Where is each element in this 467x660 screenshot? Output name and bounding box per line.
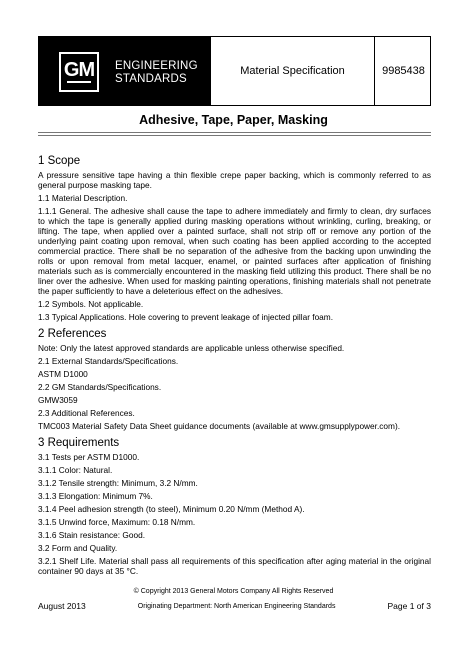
section bbox=[38, 155, 431, 322]
brand-text bbox=[115, 60, 198, 86]
footer-page: Page 1 of 3 bbox=[387, 601, 431, 611]
header-box bbox=[38, 36, 431, 106]
paragraph: 1.1 Material Description. bbox=[38, 193, 128, 203]
paragraph: 3.2 Form and Quality. bbox=[38, 543, 118, 553]
section-heading: 3 Requirements bbox=[38, 437, 120, 449]
paragraph: 3.1 Tests per ASTM D1000. bbox=[38, 452, 140, 462]
document-body bbox=[38, 155, 431, 582]
paragraph: 1.2 Symbols. Not applicable. bbox=[38, 299, 144, 309]
paragraph: 3.1.4 Peel adhesion strength (to steel), Minimum 0.20 N/mm (Method A). bbox=[38, 504, 305, 514]
section bbox=[38, 328, 431, 431]
spec-label-cell bbox=[211, 37, 375, 105]
paragraph: 2.3 Additional References. bbox=[38, 408, 135, 418]
brand-line-1: ENGINEERING bbox=[115, 60, 198, 72]
footer-row bbox=[38, 601, 431, 611]
footer-copyright: © Copyright 2013 General Motors Company All Rights Reserved bbox=[133, 588, 334, 595]
paragraph: A pressure sensitive tape having a thin flexible crepe paper backing, which is commonly referred to as general purpose masking tape. bbox=[38, 170, 431, 190]
paragraph: 1.3 Typical Applications. Hole covering to prevent leakage of injected pillar foam. bbox=[38, 312, 334, 322]
paragraph: 3.2.1 Shelf Life. Material shall pass all requirements of this specification after aging material in the original container 90 days at 35 °C. bbox=[38, 556, 431, 576]
section-heading: 2 References bbox=[38, 328, 107, 340]
paragraph: ASTM D1000 bbox=[38, 369, 88, 379]
footer-department: Originating Department: North American Engineering Standards bbox=[137, 602, 336, 610]
paragraph: 3.1.5 Unwind force, Maximum: 0.18 N/mm. bbox=[38, 517, 196, 527]
section-heading: 1 Scope bbox=[38, 155, 81, 167]
paragraph: 3.1.3 Elongation: Minimum 7%. bbox=[38, 491, 153, 501]
section bbox=[38, 437, 431, 576]
paragraph: GMW3059 bbox=[38, 395, 78, 405]
title-rule-top bbox=[38, 132, 431, 133]
paragraph: 3.1.2 Tensile strength: Minimum, 3.2 N/mm. bbox=[38, 478, 198, 488]
title-rule-bottom bbox=[38, 135, 431, 136]
paragraph: 2.1 External Standards/Specifications. bbox=[38, 356, 179, 366]
brand-block bbox=[39, 37, 211, 105]
brand-line-2: STANDARDS bbox=[115, 73, 187, 85]
paragraph: 3.1.1 Color: Natural. bbox=[38, 465, 113, 475]
paragraph: Note: Only the latest approved standards are applicable unless otherwise specified. bbox=[38, 343, 345, 353]
spec-number: 9985438 bbox=[382, 65, 425, 77]
spec-label: Material Specification bbox=[240, 65, 345, 77]
paragraph: 2.2 GM Standards/Specifications. bbox=[38, 382, 162, 392]
paragraph: TMC003 Material Safety Data Sheet guidance documents (available at www.gmsupplypower.com). bbox=[38, 421, 401, 431]
paragraph: 3.1.6 Stain resistance: Good. bbox=[38, 530, 146, 540]
gm-logo-icon bbox=[59, 52, 99, 92]
document-title: Adhesive, Tape, Paper, Masking bbox=[139, 113, 328, 127]
spec-number-cell bbox=[375, 37, 432, 105]
paragraph: 1.1.1 General. The adhesive shall cause the tape to adhere immediately and firmly to clean, dry surfaces to which the tape is generally applied during masking operations without wrinkling, curling, breaking, or lifting. The tape, when applied over a painted surface, shall not strip off or remove any portion of the underlying paint coating upon removal, when such coating has been applied according to the accepted commercial practice. There shall be no separation of the adhesive from the backing upon unwinding the rolls or upon removal from metal lacquer, enamel, or painted surfaces after application of finishing materials such as is commercially encountered in the masking field utilizing this product. There shall be no liner over the adhesive. When used for masking painting operations, finishing materials shall not penetrate the paper sufficiently to have a deleterious effect on the adhesives. bbox=[38, 206, 431, 296]
footer-date: August 2013 bbox=[38, 601, 86, 611]
gm-logo-text: GM bbox=[63, 59, 95, 81]
